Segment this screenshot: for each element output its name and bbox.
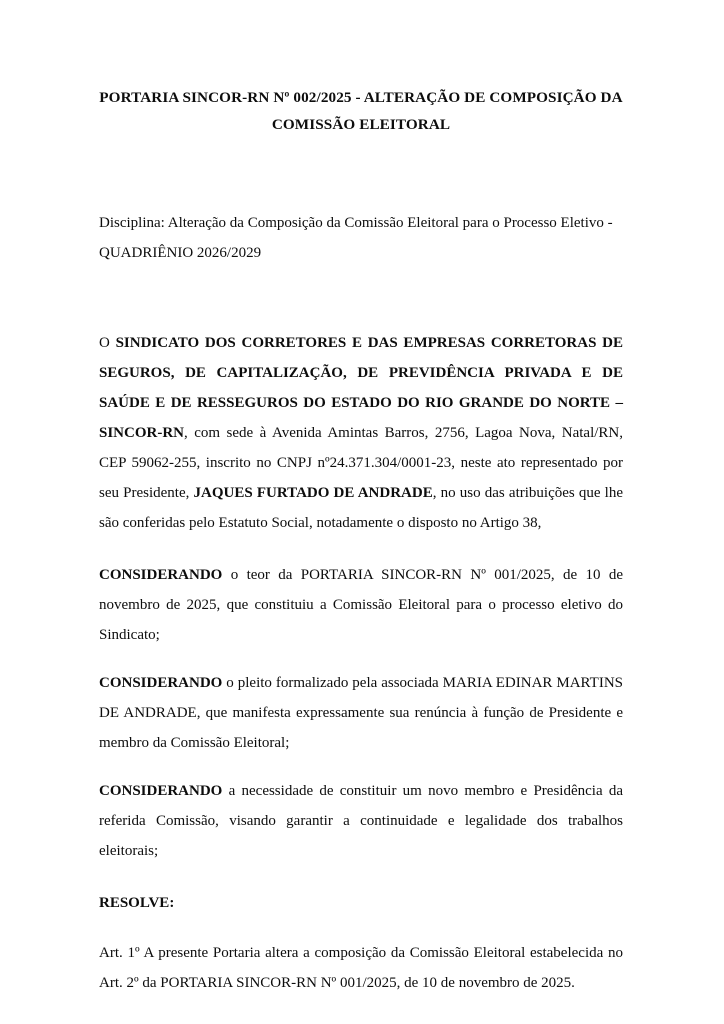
page-title <box>99 0 623 138</box>
document-content <box>99 0 623 998</box>
considerando-paragraph-3 <box>99 776 623 866</box>
considerando-label-3: CONSIDERANDO <box>99 783 223 799</box>
considerando-text-3: a necessidade de constituir um novo membro e Presidência da referida Comissão, visando garantir a continuidade e legalidade dos trabalhos eleitorais; <box>99 783 623 859</box>
preamble-lead-article: O <box>99 335 116 351</box>
article-paragraph-1: Art. 1º A presente Portaria altera a composição da Comissão Eleitoral estabelecida no Art. 2º da PORTARIA SINCOR-RN Nº 001/2025, de 10 de novembro de 2025. <box>99 945 623 991</box>
considerando-paragraph-2 <box>99 668 623 758</box>
disciplina-line: Disciplina: Alteração da Composição da Comissão Eleitoral para o Processo Eletivo - QUADRIÊNIO 2026/2029 <box>99 215 613 261</box>
considerando-text-1: o teor da PORTARIA SINCOR-RN Nº 001/2025, de 10 de novembro de 2025, que constituiu a Comissão Eleitoral para o processo eletivo do Sindicato; <box>99 567 623 643</box>
document-body <box>99 268 623 998</box>
page-title-line-1: PORTARIA SINCOR-RN Nº 002/2025 - ALTERAÇÃO DE COMPOSIÇÃO DA <box>99 89 623 106</box>
entity-name: SINDICATO DOS CORRETORES E DAS EMPRESAS CORRETORAS DE SEGUROS, DE CAPITALIZAÇÃO, DE PREVIDÊNCIA PRIVADA E DE SAÚDE E DE RESSEGUROS DO ESTADO DO RIO GRANDE DO NORTE – SINCOR-RN <box>99 335 623 441</box>
preamble-paragraph <box>99 328 623 538</box>
resolve-heading: RESOLVE: <box>99 895 175 911</box>
considerando-label-1: CONSIDERANDO <box>99 567 223 583</box>
considerando-paragraph-1 <box>99 560 623 650</box>
considerando-label-2: CONSIDERANDO <box>99 675 223 691</box>
entity-address: , com sede à Avenida Amintas Barros, 2756, Lagoa Nova, Natal/RN, CEP 59062-255, inscrito no CNPJ nº24.371.304/0001-23, neste ato representado por seu Presidente, <box>99 425 623 501</box>
preamble-closing: , no uso das atribuições que lhe são conferidas pelo Estatuto Social, notadamente o disposto no Artigo 38, <box>99 485 624 531</box>
considerando-text-2: o pleito formalizado pela associada MARIA EDINAR MARTINS DE ANDRADE, que manifesta expressamente sua renúncia à função de Presidente e membro da Comissão Eleitoral; <box>99 675 623 751</box>
president-name: JAQUES FURTADO DE ANDRADE <box>193 485 433 501</box>
page-title-line-2: COMISSÃO ELEITORAL <box>271 116 451 133</box>
